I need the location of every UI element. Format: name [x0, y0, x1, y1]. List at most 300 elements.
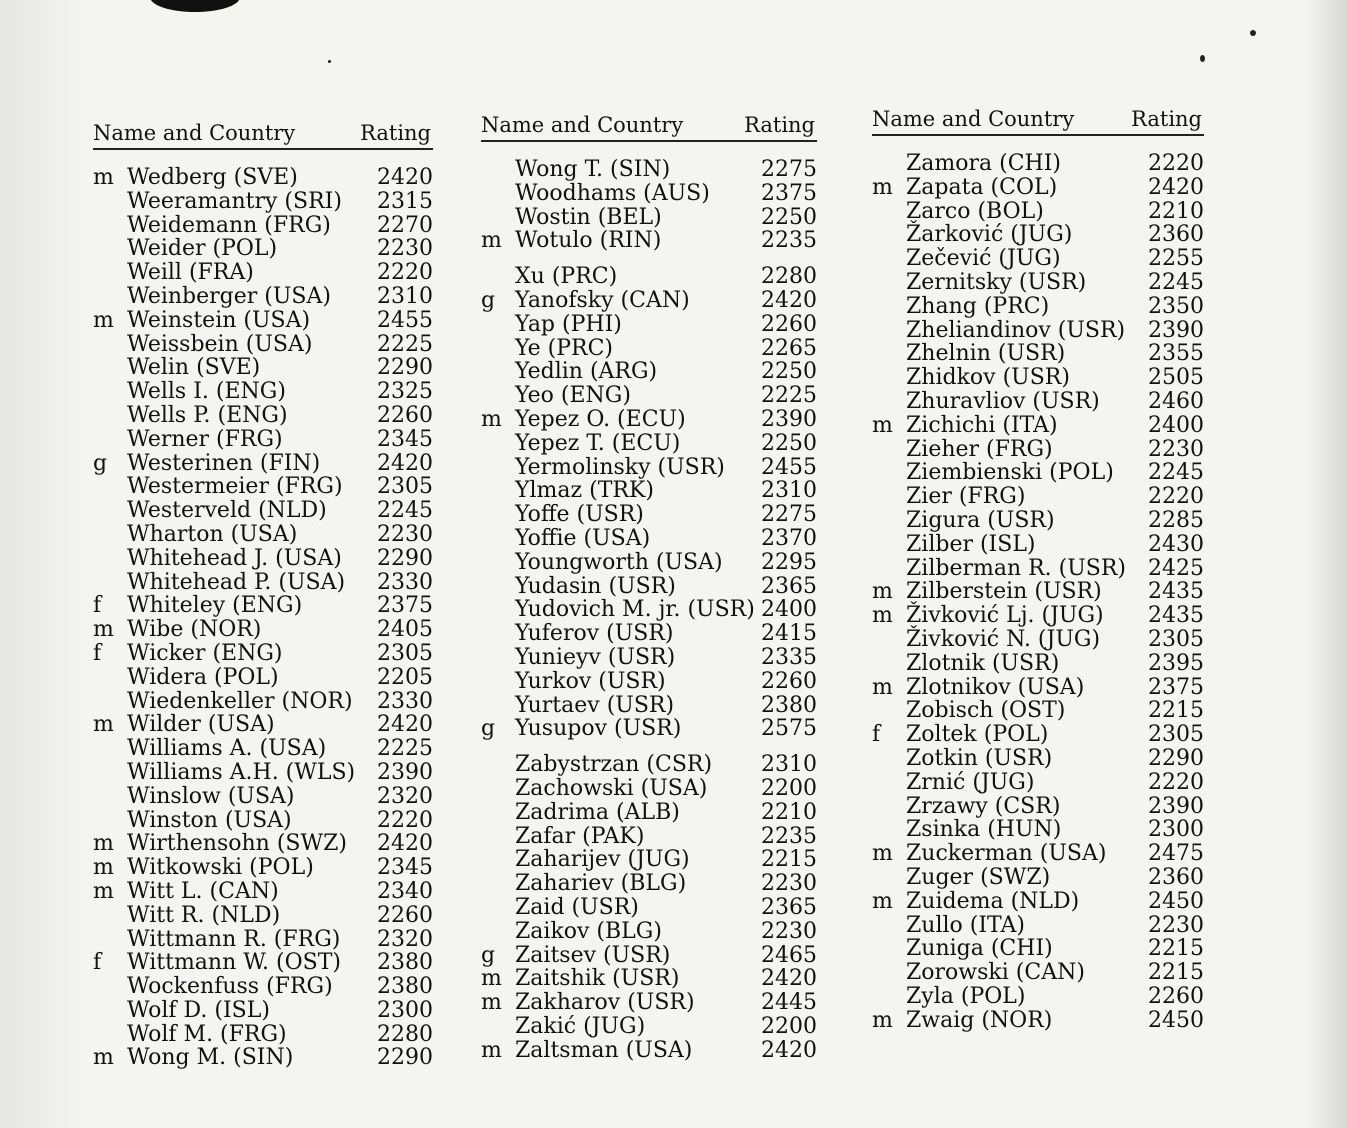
player-name-country: Whitehead P. (USA) — [127, 569, 346, 595]
player-entry — [93, 999, 433, 1023]
player-rating: 2340 — [377, 878, 433, 904]
player-title: m — [872, 888, 893, 914]
player-rating: 2235 — [761, 823, 817, 849]
player-entry — [872, 699, 1204, 723]
player-title: m — [481, 990, 502, 1016]
player-entry — [93, 380, 433, 404]
player-name-country: Zhidkov (USR) — [906, 365, 1070, 391]
player-rating: 2250 — [761, 204, 817, 230]
player-name-country: Zaitshik (USR) — [515, 966, 680, 992]
player-name-country: Wockenfuss (FRG) — [127, 974, 333, 1000]
speck — [1250, 30, 1256, 36]
player-entry — [481, 753, 817, 777]
player-rating: 2245 — [1148, 269, 1204, 295]
player-rating: 2375 — [1148, 674, 1204, 700]
column-header — [93, 118, 433, 150]
player-rating: 2225 — [377, 331, 433, 357]
player-title: m — [872, 579, 893, 605]
player-name-country: Youngworth (USA) — [515, 549, 723, 575]
player-title: g — [481, 716, 496, 742]
player-name-country: Zsinka (HUN) — [906, 817, 1062, 843]
player-rating: 2320 — [377, 926, 433, 952]
player-rating: 2315 — [377, 188, 433, 214]
player-rating: 2290 — [1148, 745, 1204, 771]
player-name-country: Williams A.H. (WLS) — [127, 759, 356, 785]
player-name-country: Yurtaev (USR) — [515, 692, 675, 718]
player-entry — [481, 896, 817, 920]
player-title: m — [481, 228, 502, 254]
player-rating: 2420 — [377, 165, 433, 190]
player-name-country: Yedlin (ARG) — [515, 359, 658, 385]
player-rating: 2435 — [1148, 579, 1204, 605]
player-entry — [93, 856, 433, 880]
player-name-country: Zlotnik (USR) — [906, 650, 1060, 676]
player-entry — [872, 723, 1204, 747]
player-name-country: Wolf M. (FRG) — [127, 1021, 287, 1047]
player-entry — [872, 985, 1204, 1009]
player-title: f — [93, 593, 102, 619]
player-rating: 2390 — [1148, 317, 1204, 343]
player-name-country: Zhelnin (USR) — [906, 341, 1066, 367]
player-entry — [93, 975, 433, 999]
player-rating: 2395 — [1148, 650, 1204, 676]
player-rating: 2420 — [377, 712, 433, 738]
player-rating: 2260 — [761, 668, 817, 694]
player-name-country: Witt R. (NLD) — [127, 902, 281, 928]
player-title: m — [872, 174, 893, 200]
player-title: f — [93, 640, 102, 666]
player-rating: 2420 — [761, 1037, 817, 1063]
player-name-country: Zadrima (ALB) — [515, 799, 680, 825]
player-name-country: Yepez T. (ECU) — [515, 430, 681, 456]
player-entry — [481, 289, 817, 313]
player-rating: 2275 — [761, 157, 817, 182]
player-name-country: Whiteley (ENG) — [127, 593, 303, 619]
player-entry — [93, 261, 433, 285]
player-rating: 2265 — [761, 335, 817, 361]
player-name-country: Welin (SVE) — [127, 355, 261, 381]
header-rating: Rating — [744, 113, 815, 137]
page-edge-shadow-left — [0, 0, 90, 1128]
player-rating: 2450 — [1148, 888, 1204, 914]
player-name-country: Wong T. (SIN) — [515, 157, 671, 182]
player-rating: 2380 — [377, 950, 433, 976]
player-entry — [872, 961, 1204, 985]
player-rating: 2420 — [761, 966, 817, 992]
player-name-country: Zorowski (CAN) — [906, 960, 1085, 986]
player-entry — [93, 285, 433, 309]
player-rating: 2445 — [761, 990, 817, 1016]
player-name-country: Zoltek (POL) — [906, 722, 1049, 748]
player-title: m — [93, 712, 114, 738]
player-name-country: Yermolinsky (USR) — [515, 454, 725, 480]
player-entry — [872, 580, 1204, 604]
player-name-country: Zyla (POL) — [906, 983, 1026, 1009]
player-name-country: Woodhams (AUS) — [515, 180, 710, 206]
player-entry — [93, 190, 433, 214]
player-rating: 2450 — [1148, 1007, 1204, 1033]
player-name-country: Yoffie (USA) — [515, 525, 651, 551]
player-name-country: Zier (FRG) — [906, 484, 1026, 510]
player-rating: 2405 — [377, 617, 433, 643]
player-rating: 2260 — [377, 902, 433, 928]
player-name-country: Zabystrzan (CSR) — [515, 752, 713, 778]
player-name-country: Weinstein (USA) — [127, 307, 311, 333]
player-name-country: Weider (POL) — [127, 236, 278, 262]
player-rating: 2200 — [761, 1013, 817, 1039]
page-edge-shadow-right — [1307, 0, 1347, 1128]
player-name-country: Zobisch (OST) — [906, 698, 1066, 724]
player-name-country: Whitehead J. (USA) — [127, 545, 342, 571]
player-entry — [93, 618, 433, 642]
player-entry — [872, 604, 1204, 628]
player-rating: 2230 — [761, 918, 817, 944]
player-name-country: Werner (FRG) — [127, 426, 283, 452]
player-rating: 2220 — [377, 260, 433, 286]
player-entry — [481, 825, 817, 849]
player-name-country: Zachowski (USA) — [515, 775, 708, 801]
player-entry — [481, 229, 817, 253]
player-name-country: Williams A. (USA) — [127, 736, 327, 762]
player-rating: 2420 — [761, 287, 817, 313]
header-name-and-country: Name and Country — [872, 107, 1075, 131]
player-rating: 2245 — [377, 498, 433, 524]
player-entry — [872, 557, 1204, 581]
player-entry — [481, 872, 817, 896]
player-name-country: Xu (PRC) — [515, 264, 618, 290]
player-entry — [872, 342, 1204, 366]
player-name-country: Zečević (JUG) — [906, 246, 1061, 272]
player-entry — [481, 1039, 817, 1063]
player-name-country: Wirthensohn (SWZ) — [127, 831, 347, 857]
player-rating: 2505 — [1148, 365, 1204, 391]
player-name-country: Zullo (ITA) — [906, 912, 1025, 938]
player-entry — [481, 551, 817, 575]
player-rating: 2380 — [761, 692, 817, 718]
player-rating: 2350 — [1148, 293, 1204, 319]
player-title: m — [481, 966, 502, 992]
player-entry — [481, 384, 817, 408]
player-name-country: Wells P. (ENG) — [127, 402, 288, 428]
player-rating: 2285 — [1148, 507, 1204, 533]
player-rating: 2435 — [1148, 603, 1204, 629]
player-entry — [481, 575, 817, 599]
player-entry — [93, 237, 433, 261]
player-rating: 2210 — [1148, 198, 1204, 224]
player-rating: 2215 — [1148, 936, 1204, 962]
player-entry — [481, 527, 817, 551]
player-title: m — [872, 841, 893, 867]
player-name-country: Zrnić (JUG) — [906, 769, 1035, 795]
player-name-country: Weissbein (USA) — [127, 331, 313, 357]
player-title: m — [481, 406, 502, 432]
player-rating: 2390 — [761, 406, 817, 432]
player-entry — [872, 771, 1204, 795]
player-rating: 2330 — [377, 688, 433, 714]
player-entry — [481, 503, 817, 527]
player-entry — [872, 1009, 1204, 1033]
player-entry — [93, 309, 433, 333]
player-name-country: Wiedenkeller (NOR) — [127, 688, 353, 714]
player-entry — [93, 166, 433, 190]
player-entry — [93, 761, 433, 785]
player-name-country: Zuckerman (USA) — [906, 841, 1107, 867]
player-name-country: Yudovich M. jr. (USR) — [515, 597, 755, 623]
player-entry — [93, 333, 433, 357]
player-title: m — [93, 831, 114, 857]
player-entry — [93, 428, 433, 452]
player-entry — [872, 247, 1204, 271]
player-entry — [481, 646, 817, 670]
player-name-country: Winslow (USA) — [127, 783, 295, 809]
rating-column-2 — [481, 110, 817, 1062]
player-entry — [93, 713, 433, 737]
player-rating: 2380 — [377, 974, 433, 1000]
player-name-country: Zilber (ISL) — [906, 531, 1036, 557]
player-entry — [872, 461, 1204, 485]
player-title: g — [481, 942, 496, 968]
player-name-country: Živković N. (JUG) — [906, 626, 1101, 652]
player-entry — [481, 158, 817, 182]
player-name-country: Zaid (USR) — [515, 894, 639, 920]
player-rating: 2305 — [1148, 626, 1204, 652]
player-rating: 2230 — [1148, 912, 1204, 938]
player-rating: 2355 — [1148, 341, 1204, 367]
player-entry — [872, 366, 1204, 390]
player-entry — [481, 432, 817, 456]
player-rating: 2205 — [377, 664, 433, 690]
player-name-country: Yunieyv (USR) — [515, 644, 676, 670]
player-rating: 2310 — [761, 478, 817, 504]
player-rating: 2230 — [377, 236, 433, 262]
player-entry — [481, 670, 817, 694]
player-rating: 2245 — [1148, 460, 1204, 486]
player-rating: 2260 — [761, 311, 817, 337]
player-name-country: Yuferov (USR) — [515, 621, 674, 647]
player-entry — [93, 547, 433, 571]
player-entry — [93, 452, 433, 476]
player-rating: 2260 — [377, 402, 433, 428]
player-entry — [481, 206, 817, 230]
player-name-country: Zafar (PAK) — [515, 823, 645, 849]
player-name-country: Weidemann (FRG) — [127, 212, 331, 238]
player-rating: 2425 — [1148, 555, 1204, 581]
player-rating: 2375 — [761, 180, 817, 206]
player-title: m — [93, 307, 114, 333]
player-title: m — [93, 617, 114, 643]
player-entry — [872, 485, 1204, 509]
player-rating: 2345 — [377, 426, 433, 452]
player-rating: 2210 — [761, 799, 817, 825]
player-name-country: Zernitsky (USR) — [906, 269, 1087, 295]
player-rating: 2360 — [1148, 222, 1204, 248]
player-entry — [481, 801, 817, 825]
player-rating: 2255 — [1148, 246, 1204, 272]
player-name-country: Weeramantry (SRI) — [127, 188, 342, 214]
player-entry — [93, 951, 433, 975]
player-rating: 2295 — [761, 549, 817, 575]
player-rating: 2270 — [377, 212, 433, 238]
player-name-country: Zhang (PRC) — [906, 293, 1050, 319]
player-rating: 2455 — [761, 454, 817, 480]
player-title: m — [872, 412, 893, 438]
entry-list — [93, 166, 433, 1070]
player-name-country: Zotkin (USR) — [906, 745, 1053, 771]
player-entry — [872, 842, 1204, 866]
player-entry — [93, 785, 433, 809]
player-name-country: Wedberg (SVE) — [127, 165, 298, 190]
player-entry — [872, 295, 1204, 319]
player-rating: 2235 — [761, 228, 817, 254]
player-rating: 2455 — [377, 307, 433, 333]
player-entry — [93, 928, 433, 952]
player-entry — [481, 622, 817, 646]
player-name-country: Zaikov (BLG) — [515, 918, 662, 944]
player-rating: 2420 — [377, 831, 433, 857]
header-name-and-country: Name and Country — [481, 113, 684, 137]
player-rating: 2325 — [377, 379, 433, 405]
player-rating: 2430 — [1148, 531, 1204, 557]
player-entry — [93, 499, 433, 523]
player-name-country: Weinberger (USA) — [127, 283, 331, 309]
player-entry — [93, 666, 433, 690]
player-title: m — [93, 855, 114, 881]
player-entry — [481, 182, 817, 206]
player-name-country: Zhuravliov (USR) — [906, 388, 1100, 414]
player-entry — [481, 337, 817, 361]
player-name-country: Westermeier (FRG) — [127, 474, 343, 500]
player-entry — [481, 777, 817, 801]
player-name-country: Yoffe (USR) — [515, 502, 644, 528]
player-rating: 2310 — [377, 283, 433, 309]
player-name-country: Witt L. (CAN) — [127, 878, 279, 904]
player-name-country: Zuidema (NLD) — [906, 888, 1080, 914]
player-rating: 2400 — [761, 597, 817, 623]
player-entry — [481, 967, 817, 991]
player-name-country: Žarković (JUG) — [906, 222, 1073, 248]
ink-blot — [150, 0, 240, 12]
player-rating: 2320 — [377, 783, 433, 809]
player-rating: 2220 — [377, 807, 433, 833]
player-name-country: Wittmann W. (OST) — [127, 950, 341, 976]
player-entry — [872, 319, 1204, 343]
player-entry — [93, 832, 433, 856]
player-name-country: Zakharov (USR) — [515, 990, 695, 1016]
player-entry — [481, 456, 817, 480]
player-name-country: Wilder (USA) — [127, 712, 275, 738]
player-entry — [93, 523, 433, 547]
player-rating: 2400 — [1148, 412, 1204, 438]
player-name-country: Zichichi (ITA) — [906, 412, 1058, 438]
player-rating: 2375 — [377, 593, 433, 619]
player-name-country: Yudasin (USR) — [515, 573, 676, 599]
player-rating: 2215 — [1148, 960, 1204, 986]
player-name-country: Zaharijev (JUG) — [515, 847, 690, 873]
player-rating: 2290 — [377, 1045, 433, 1071]
player-name-country: Wolf D. (ISL) — [127, 997, 270, 1023]
player-title: m — [481, 1037, 502, 1063]
player-entry — [872, 914, 1204, 938]
player-name-country: Ziembienski (POL) — [906, 460, 1114, 486]
player-title: f — [93, 950, 102, 976]
player-rating: 2230 — [761, 871, 817, 897]
player-entry — [481, 313, 817, 337]
player-rating: 2370 — [761, 525, 817, 551]
player-name-country: Yanofsky (CAN) — [515, 287, 690, 313]
player-rating: 2305 — [377, 474, 433, 500]
header-rating: Rating — [360, 121, 431, 145]
player-name-country: Wostin (BEL) — [515, 204, 662, 230]
player-rating: 2260 — [1148, 983, 1204, 1009]
player-rating: 2475 — [1148, 841, 1204, 867]
player-rating: 2345 — [377, 855, 433, 881]
player-name-country: Yusupov (USR) — [515, 716, 682, 742]
player-name-country: Živković Lj. (JUG) — [906, 603, 1104, 629]
player-name-country: Zheliandinov (USR) — [906, 317, 1126, 343]
player-rating: 2300 — [1148, 817, 1204, 843]
player-entry — [481, 598, 817, 622]
player-title: m — [872, 674, 893, 700]
player-entry — [872, 176, 1204, 200]
player-name-country: Zwaig (NOR) — [906, 1007, 1053, 1033]
player-name-country: Zamora (CHI) — [906, 151, 1062, 176]
player-entry — [872, 223, 1204, 247]
player-entry — [872, 676, 1204, 700]
player-rating: 2220 — [1148, 769, 1204, 795]
player-entry — [93, 1023, 433, 1047]
player-entry — [93, 737, 433, 761]
player-title: m — [872, 603, 893, 629]
player-name-country: Wharton (USA) — [127, 521, 298, 547]
player-name-country: Wong M. (SIN) — [127, 1045, 294, 1071]
player-rating: 2300 — [377, 997, 433, 1023]
player-name-country: Yap (PHI) — [515, 311, 622, 337]
player-title: m — [93, 165, 114, 190]
player-name-country: Westerveld (NLD) — [127, 498, 327, 524]
player-name-country: Zapata (COL) — [906, 174, 1058, 200]
player-rating: 2280 — [761, 264, 817, 290]
player-entry — [872, 818, 1204, 842]
player-title: f — [872, 722, 881, 748]
player-name-country: Wicker (ENG) — [127, 640, 283, 666]
player-name-country: Yepez O. (ECU) — [515, 406, 686, 432]
player-title: m — [872, 1007, 893, 1033]
player-entry — [872, 509, 1204, 533]
player-name-country: Zaltsman (USA) — [515, 1037, 693, 1063]
player-rating: 2465 — [761, 942, 817, 968]
player-rating: 2330 — [377, 569, 433, 595]
player-entry — [872, 890, 1204, 914]
player-name-country: Zarco (BOL) — [906, 198, 1044, 224]
player-name-country: Zieher (FRG) — [906, 436, 1053, 462]
player-name-country: Yurkov (USR) — [515, 668, 666, 694]
player-title: g — [93, 450, 108, 476]
player-rating: 2250 — [761, 359, 817, 385]
player-rating: 2230 — [377, 521, 433, 547]
player-name-country: Westerinen (FIN) — [127, 450, 321, 476]
header-name-and-country: Name and Country — [93, 121, 296, 145]
player-name-country: Zakić (JUG) — [515, 1013, 646, 1039]
player-entry — [872, 390, 1204, 414]
player-title: m — [93, 878, 114, 904]
player-entry — [481, 848, 817, 872]
player-name-country: Zahariev (BLG) — [515, 871, 687, 897]
player-name-country: Zlotnikov (USA) — [906, 674, 1085, 700]
player-entry — [481, 694, 817, 718]
player-entry — [872, 152, 1204, 176]
player-entry — [872, 628, 1204, 652]
player-name-country: Zilberstein (USR) — [906, 579, 1102, 605]
